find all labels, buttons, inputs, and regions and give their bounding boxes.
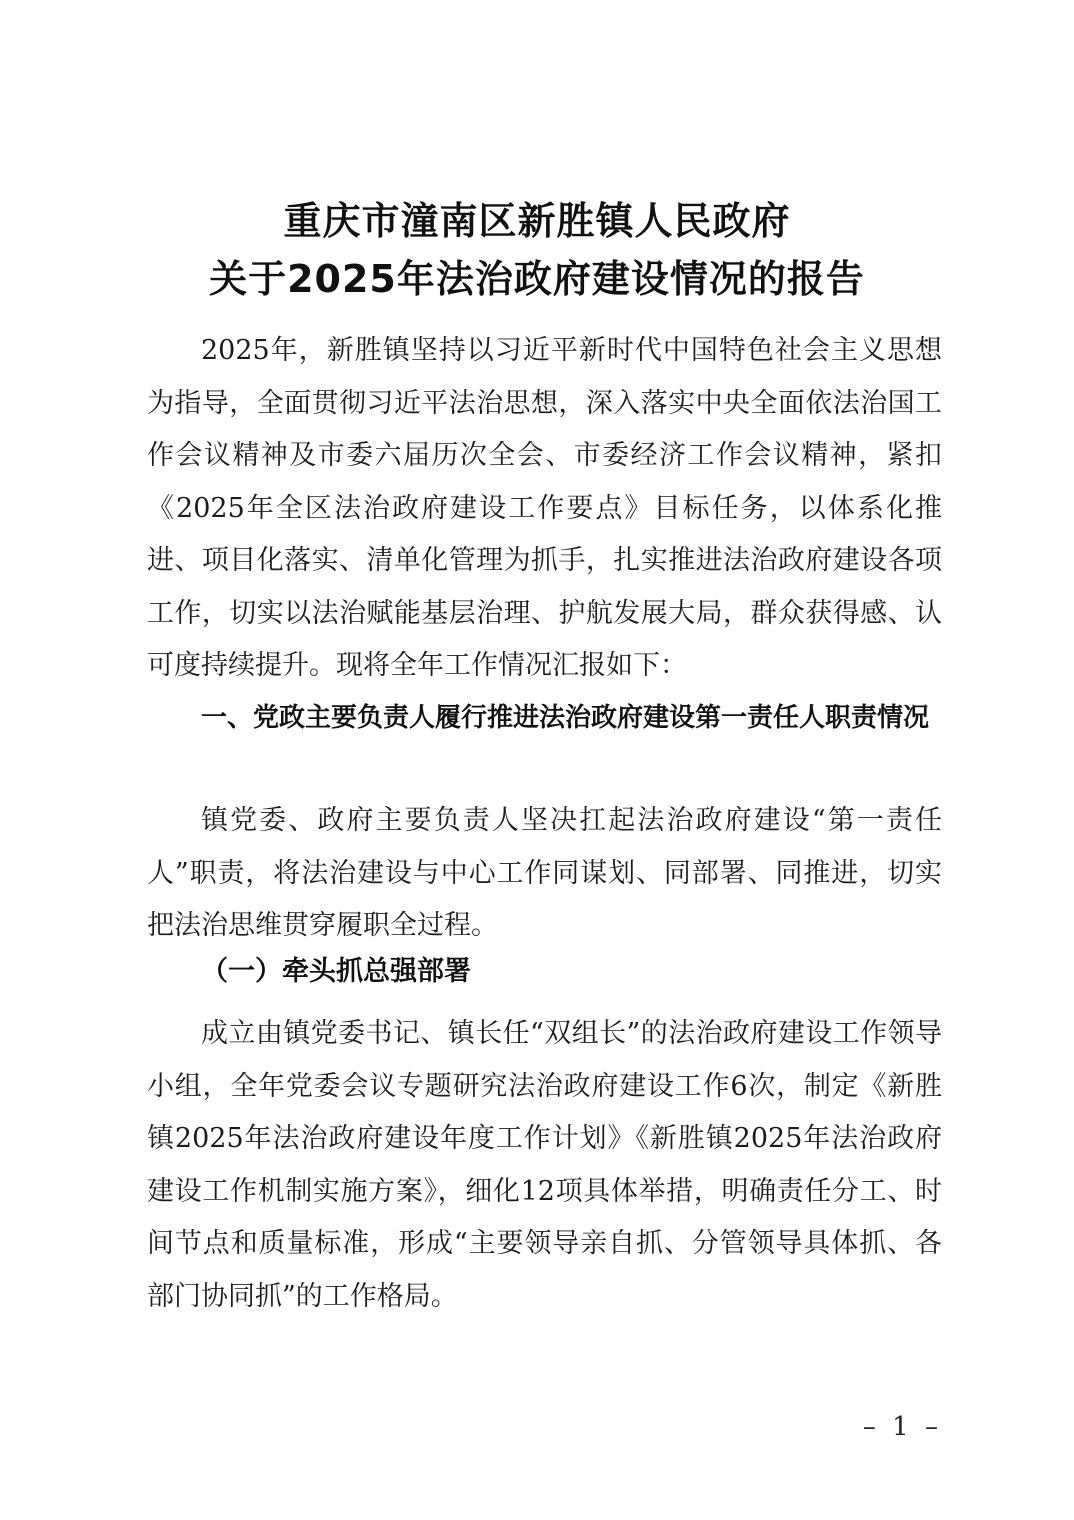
subsection-heading-1: （一）牵头抓总强部署 xyxy=(201,956,471,987)
document-title-line2: 关于2025年法治政府建设情况的报告 xyxy=(209,257,865,301)
page-number: – 1 – xyxy=(862,1412,942,1442)
subsection-paragraph-1: 成立由镇党委书记、镇长任“双组长”的法治政府建设工作领导小组，全年党委会议专题研究法治政府建设工作6次，制定《新胜镇2025年法治政府建设年度工作计划》《新胜镇2025年法治政府建设工作机制实施方案》，细化12项具体举措，明确责任分工、时间节点和质量标准，形成“主要领导亲自抓、分管领导具体抓、各部门协同抓”的工作格局。 xyxy=(147,1018,942,1312)
section-paragraph-1: 镇党委、政府主要负责人坚决扛起法治政府建设“第一责任人”职责，将法治建设与中心工作同谋划、同部署、同推进，切实把法治思维贯穿履职全过程。 xyxy=(147,805,942,941)
section-heading-1: 一、党政主要负责人履行推进法治政府建设第一责任人职责情况 xyxy=(201,703,930,733)
intro-paragraph: 2025年，新胜镇坚持以习近平新时代中国特色社会主义思想为指导，全面贯彻习近平法治思想，深入落实中央全面依法治国工作会议精神及市委六届历次全会、市委经济工作会议精神，紧扣《2025年全区法治政府建设工作要点》目标任务，以体系化推进、项目化落实、清单化管理为抓手，扎实推进法治政府建设各项工作，切实以法治赋能基层治理、护航发展大局，群众获得感、认可度持续提升。现将全年工作情况汇报如下： xyxy=(147,335,942,681)
document-title-line1: 重庆市潼南区新胜镇人民政府 xyxy=(283,199,791,243)
